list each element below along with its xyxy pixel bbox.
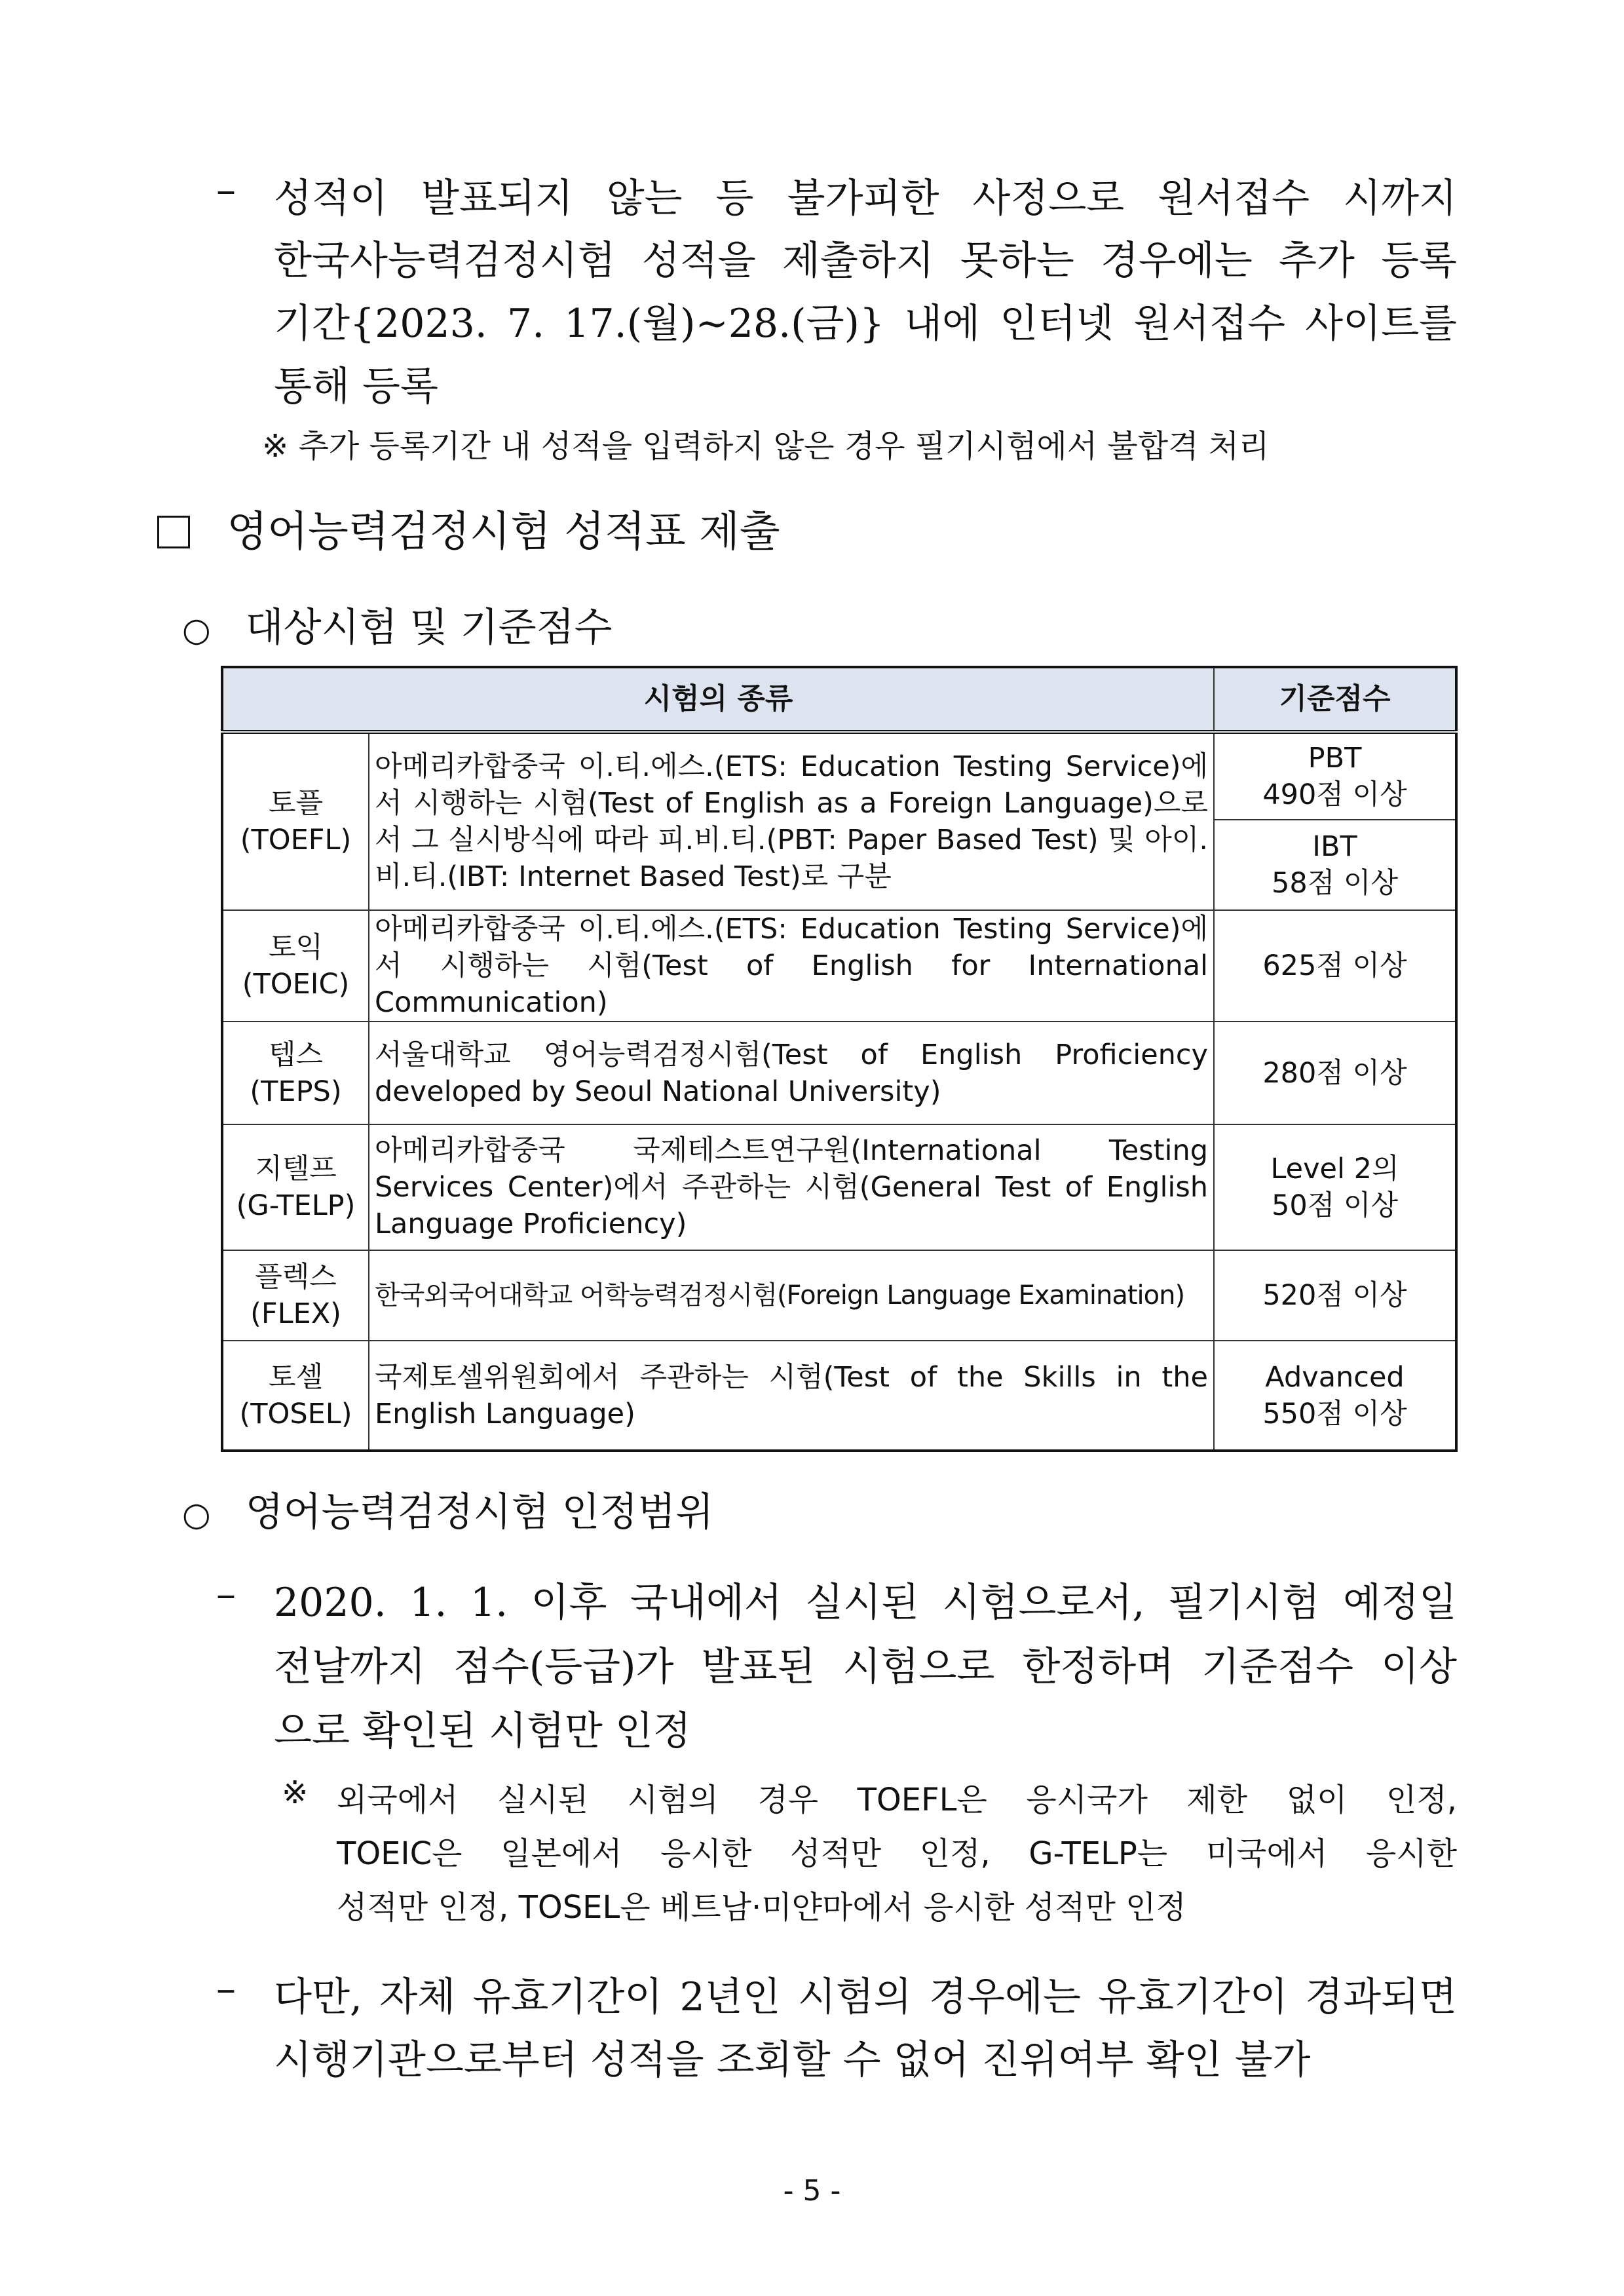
exam-score: IBT 58점 이상 bbox=[1214, 820, 1456, 910]
range-dash: – bbox=[216, 1571, 236, 1617]
section-title: 영어능력검정시험 성적표 제출 bbox=[227, 508, 780, 556]
range-note-line-2: TOEIC은 일본에서 응시한 성적만 인정, G-TELP는 미국에서 응시한 bbox=[337, 1835, 1457, 1872]
exam-name: 텝스 (TEPS) bbox=[222, 1022, 369, 1124]
exam-name: 지텔프 (G-TELP) bbox=[222, 1124, 369, 1250]
intro-line-3: 기간{2023. 7. 17.(월)∼28.(금)} 내에 인터넷 원서접수 사이트를 bbox=[274, 301, 1457, 347]
intro-line-4: 통해 등록 bbox=[274, 364, 438, 410]
range-line-3: 으로 확인된 시험만 인정 bbox=[274, 1708, 691, 1754]
exam-score: 625점 이상 bbox=[1214, 910, 1456, 1022]
table-row bbox=[222, 1022, 1456, 1124]
exam-name: 토플 (TOEFL) bbox=[222, 732, 369, 910]
subsection-1-title: 대상시험 및 기준점수 bbox=[245, 605, 613, 651]
range-note-mark: ※ bbox=[282, 1774, 309, 1811]
exam-description: 한국외국어대학교 어학능력검정시험(Foreign Language Examination) bbox=[369, 1250, 1214, 1341]
subsection-1 bbox=[182, 596, 613, 653]
exam-score: 520점 이상 bbox=[1214, 1250, 1456, 1341]
validity-line-1: 다만, 자체 유효기간이 2년인 시험의 경우에는 유효기간이 경과되면 bbox=[274, 1974, 1457, 2020]
range-note-line-3: 성적만 인정, TOSEL은 베트남·미얀마에서 응시한 성적만 인정 bbox=[337, 1889, 1186, 1926]
page-number: - 5 - bbox=[783, 2174, 841, 2208]
exam-description: 서울대학교 영어능력검정시험(Test of English Proficiency developed by Seoul National University) bbox=[369, 1022, 1214, 1124]
table-row bbox=[222, 1341, 1456, 1451]
exam-score: Level 2의 50점 이상 bbox=[1214, 1124, 1456, 1250]
range-line-2: 전날까지 점수(등급)가 발표된 시험으로 한정하며 기준점수 이상 bbox=[274, 1644, 1457, 1690]
intro-line-2: 한국사능력검정시험 성적을 제출하지 못하는 경우에는 추가 등록 bbox=[274, 238, 1457, 284]
intro-dash: – bbox=[216, 167, 236, 213]
exam-name: 플렉스 (FLEX) bbox=[222, 1250, 369, 1341]
table-row bbox=[222, 732, 1456, 820]
validity-line-2: 시행기관으로부터 성적을 조회할 수 없어 진위여부 확인 불가 bbox=[274, 2037, 1311, 2083]
table-row bbox=[222, 1250, 1456, 1341]
header-exam-type: 시험의 종류 bbox=[222, 667, 1214, 732]
validity-dash: – bbox=[216, 1966, 236, 2012]
header-base-score: 기준점수 bbox=[1214, 667, 1456, 732]
range-line-1: 2020. 1. 1. 이후 국내에서 실시된 시험으로서, 필기시험 예정일 bbox=[274, 1580, 1457, 1626]
exam-score: Advanced 550점 이상 bbox=[1214, 1341, 1456, 1451]
subsection-2 bbox=[182, 1481, 713, 1537]
exam-name: 토셀 (TOSEL) bbox=[222, 1341, 369, 1451]
exam-score: 280점 이상 bbox=[1214, 1022, 1456, 1124]
exam-description: 아메리카합중국 국제테스트연구원(International Testing Services Center)에서 주관하는 시험(General Test of English Language Proficiency) bbox=[369, 1124, 1214, 1250]
table-row bbox=[222, 910, 1456, 1022]
exam-name: 토익 (TOEIC) bbox=[222, 910, 369, 1022]
subsection-2-title: 영어능력검정시험 인정범위 bbox=[245, 1489, 714, 1535]
intro-note: ※ 추가 등록기간 내 성적을 입력하지 않은 경우 필기시험에서 불합격 처리 bbox=[262, 428, 1270, 465]
section-heading bbox=[157, 498, 780, 558]
checkbox-square-icon bbox=[157, 516, 190, 548]
range-note-line-1: 외국에서 실시된 시험의 경우 TOEFL은 응시국가 제한 없이 인정, bbox=[337, 1782, 1457, 1818]
exam-description: 국제토셀위원회에서 주관하는 시험(Test of the Skills in the English Language) bbox=[369, 1341, 1214, 1451]
table-header-row bbox=[222, 667, 1456, 732]
exam-description: 아메리카합중국 이.티.에스.(ETS: Education Testing Service)에서 시행하는 시험(Test of English for International Communication) bbox=[369, 910, 1214, 1022]
exam-table bbox=[221, 666, 1458, 1452]
circle-bullet-icon: ○ bbox=[182, 1495, 211, 1533]
table-row bbox=[222, 1124, 1456, 1250]
exam-description: 아메리카합중국 이.티.에스.(ETS: Education Testing Service)에서 시행하는 시험(Test of English as a Foreign Language)으로서 그 실시방식에 따라 피.비.티.(PBT: Paper Based Test) 및 아이.비.티.(IBT: Internet Based Test)로 구분 bbox=[369, 732, 1214, 910]
exam-score: PBT 490점 이상 bbox=[1214, 732, 1456, 820]
circle-bullet-icon: ○ bbox=[182, 611, 211, 649]
intro-line-1: 성적이 발표되지 않는 등 불가피한 사정으로 원서접수 시까지 bbox=[274, 176, 1457, 221]
